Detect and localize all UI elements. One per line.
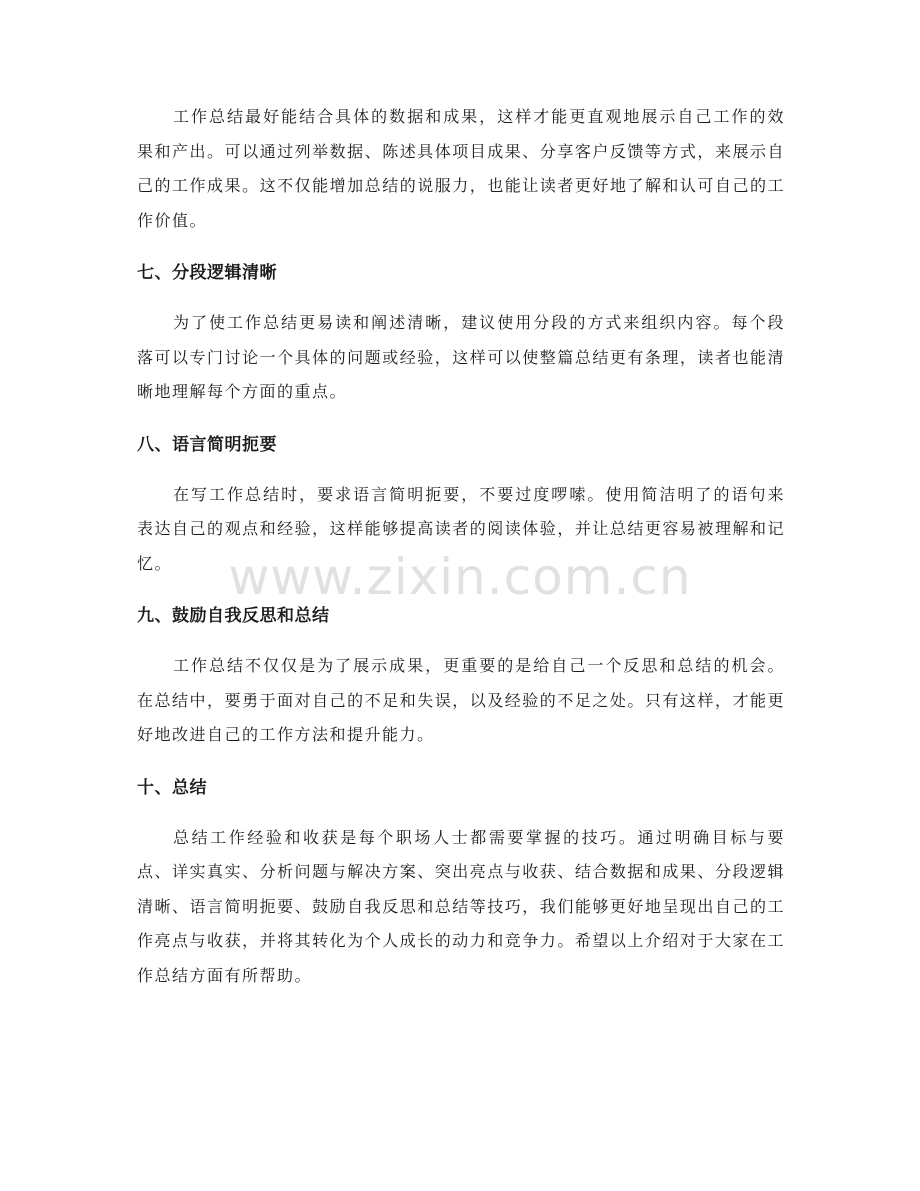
intro-paragraph: 工作总结最好能结合具体的数据和成果，这样才能更直观地展示自己工作的效果和产出。可以通过列举数据、陈述具体项目成果、分享客户反馈等方式，来展示自己的工作成果。这不仅能增加总结的说服力，也能让读者更好地了解和认可自己的工作价值。 [137,107,785,230]
section-body-9: 工作总结不仅仅是为了展示成果，更重要的是给自己一个反思和总结的机会。在总结中，要勇于面对自己的不足和失误，以及经验的不足之处。只有这样，才能更好地改进自己的工作方法和提升能力。 [137,656,785,744]
section-heading-9: 九、鼓励自我反思和总结 [137,606,330,626]
watermark: www.zixin.com.cn [228,548,692,606]
spacer [137,753,785,773]
section-body-7: 为了使工作总结更易读和阐述清晰，建议使用分段的方式来组织内容。每个段落可以专门讨论一个具体的问题或经验，这样可以使整篇总结更有条理，读者也能清晰地理解每个方面的重点。 [137,313,785,401]
section-heading-8: 八、语言简明扼要 [137,434,277,455]
spacer [137,581,785,601]
spacer [137,631,785,649]
spacer [137,410,785,430]
section-body-8: 在写工作总结时，要求语言简明扼要，不要过度啰嗦。使用简洁明了的语句来表达自己的观点和经验，这样能够提高读者的阅读体验，并让总结更容易被理解和记忆。 [137,484,785,573]
spacer [137,238,785,258]
section-body-10: 总结工作经验和收获是每个职场人士都需要掌握的技巧。通过明确目标与要点、详实真实、分析问题与解决方案、突出亮点与收获、结合数据和成果、分段逻辑清晰、语言简明扼要、鼓励自我反思和总结等技巧，我们能够更好地呈现出自己的工作亮点与收获，并将其转化为个人成长的动力和竞争力。希望以上介绍对于大家在工作总结方面有所帮助。 [137,827,785,985]
spacer [137,460,785,478]
section-heading-7: 七、分段逻辑清晰 [137,263,277,283]
spacer [137,288,785,306]
spacer [137,803,785,821]
document-body [137,100,785,993]
section-heading-10: 十、总结 [137,777,207,798]
